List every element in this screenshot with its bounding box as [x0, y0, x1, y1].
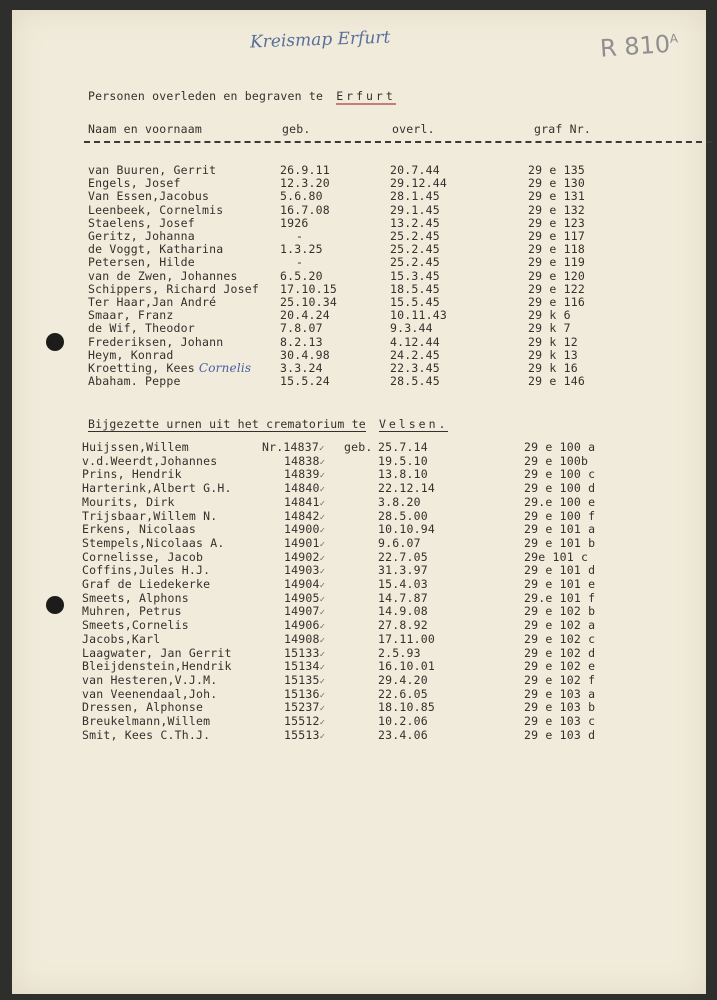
- velsen-row-name: Laagwater, Jan Gerrit: [82, 645, 232, 660]
- punch-hole-upper: [46, 333, 64, 351]
- erfurt-row-died: 22.3.45: [390, 361, 440, 375]
- velsen-row-born: 3.8.20: [378, 494, 421, 509]
- velsen-row-born: 10.10.94: [378, 522, 435, 537]
- velsen-row-name: Smeets, Alphons: [82, 590, 189, 605]
- erfurt-row-name: Staelens, Josef: [88, 215, 195, 230]
- erfurt-row-grave: 29 e 135: [528, 163, 585, 177]
- velsen-row-name: Huijssen,Willem: [82, 440, 189, 454]
- velsen-row-name: Dressen, Alphonse: [82, 700, 204, 715]
- velsen-row-grave: 29 e 101 b: [524, 535, 596, 550]
- velsen-row-name: Erkens, Nicolaas: [82, 522, 196, 537]
- velsen-row-nr: 14905✓: [284, 590, 326, 605]
- velsen-title: [88, 418, 448, 431]
- velsen-row-name: van Hesteren,V.J.M.: [82, 672, 218, 687]
- velsen-row-nr: 15133✓: [284, 645, 326, 660]
- document-page: [12, 10, 706, 994]
- velsen-row-born: 22.12.14: [378, 481, 435, 496]
- erfurt-row-name: Schippers, Richard Josef: [88, 281, 259, 296]
- header-divider: [84, 141, 712, 143]
- erfurt-row-grave: 29 e 130: [528, 176, 585, 191]
- erfurt-row-died: 15.3.45: [390, 268, 440, 283]
- velsen-row-name: Mourits, Dirk: [82, 494, 175, 509]
- check-mark-icon: ✓: [319, 594, 326, 605]
- erfurt-row-name: Frederiksen, Johann: [88, 334, 224, 349]
- velsen-row-nr: 14908✓: [284, 631, 326, 646]
- erfurt-row-died: 18.5.45: [390, 281, 440, 296]
- velsen-row-born: 29.4.20: [378, 672, 428, 687]
- velsen-row-grave: 29 e 102 c: [524, 631, 596, 646]
- erfurt-row-born: 20.4.24: [280, 308, 330, 323]
- check-mark-icon: ✓: [319, 731, 326, 742]
- erfurt-row-born: 1.3.25: [280, 242, 323, 257]
- erfurt-title: [88, 90, 396, 105]
- check-mark-icon: ✓: [319, 676, 326, 687]
- check-mark-icon: ✓: [319, 649, 326, 660]
- erfurt-header-died: overl.: [392, 122, 435, 136]
- erfurt-row-born: 26.9.11: [280, 163, 330, 177]
- velsen-row-nr: 15134✓: [284, 659, 326, 674]
- check-mark-icon: ✓: [319, 498, 326, 509]
- velsen-row-nr: 14842✓: [284, 508, 326, 523]
- erfurt-row-died: 9.3.44: [390, 321, 433, 336]
- erfurt-row-name: Kroetting, Kees Cornelis: [88, 361, 252, 375]
- erfurt-row-grave: 29 k 13: [528, 347, 578, 362]
- erfurt-row-grave: 29 e 131: [528, 189, 585, 204]
- velsen-row-grave: 29 e 100 d: [524, 481, 596, 496]
- velsen-row-born: 13.8.10: [378, 467, 428, 482]
- velsen-row-grave: 29 e 102 e: [524, 659, 596, 674]
- velsen-row-grave: 29 e 101 a: [524, 522, 596, 537]
- velsen-row-name: Coffins,Jules H.J.: [82, 563, 211, 578]
- erfurt-row-died: 28.5.45: [390, 374, 440, 389]
- velsen-row-grave: 29 e 103 a: [524, 686, 596, 701]
- check-mark-icon: ✓: [319, 457, 326, 468]
- check-mark-icon: ✓: [319, 485, 326, 496]
- check-mark-icon: ✓: [319, 553, 326, 564]
- velsen-row-grave: 29e 101 c: [524, 549, 589, 564]
- velsen-row-born: 2.5.93: [378, 645, 421, 660]
- erfurt-row-name: Van Essen,Jacobus: [88, 189, 210, 204]
- erfurt-row-grave: 29 k 6: [528, 308, 571, 323]
- check-mark-icon: ✓: [319, 608, 326, 619]
- velsen-row-nr: 14840✓: [284, 481, 326, 496]
- check-mark-icon: ✓: [319, 444, 325, 454]
- erfurt-row-name: de Wif, Theodor: [88, 321, 195, 336]
- velsen-row-nr: 15513✓: [284, 727, 326, 742]
- erfurt-row-died: 20.7.44: [390, 163, 440, 177]
- erfurt-row-died: 13.2.45: [390, 215, 440, 230]
- erfurt-row-name: Abaham. Peppe: [88, 374, 181, 389]
- velsen-row-born: 22.6.05: [378, 686, 428, 701]
- check-mark-icon: ✓: [319, 567, 326, 578]
- check-mark-icon: ✓: [319, 663, 326, 674]
- velsen-row-grave: 29 e 102 f: [524, 672, 596, 687]
- check-mark-icon: ✓: [319, 635, 326, 646]
- velsen-row-born: 16.10.01: [378, 659, 435, 674]
- velsen-row-born: 27.8.92: [378, 618, 428, 633]
- velsen-row-nr: 14900✓: [284, 522, 326, 537]
- erfurt-row-grave: 29 e 122: [528, 281, 585, 296]
- velsen-row-nr: 14839✓: [284, 467, 326, 482]
- erfurt-title-city: Erfurt: [336, 89, 396, 103]
- erfurt-header-name: Naam en voornaam: [88, 122, 202, 136]
- erfurt-row-born: 7.8.07: [280, 321, 323, 336]
- velsen-row-name: Jacobs,Karl: [82, 631, 161, 646]
- erfurt-row-died: 10.11.43: [390, 308, 447, 323]
- velsen-row-nr: 14904✓: [284, 577, 326, 591]
- erfurt-header-grave: graf Nr.: [534, 122, 591, 136]
- erfurt-row-born: 8.2.13: [280, 334, 323, 349]
- erfurt-row-born: 16.7.08: [280, 202, 330, 217]
- erfurt-row-died: 4.12.44: [390, 334, 440, 349]
- check-mark-icon: ✓: [319, 471, 326, 482]
- erfurt-row-grave: 29 e 118: [528, 242, 585, 257]
- velsen-row-nr: 14902✓: [284, 549, 326, 564]
- erfurt-row-name: van Buuren, Gerrit: [88, 163, 217, 177]
- erfurt-row-name: Heym, Konrad: [88, 347, 174, 362]
- erfurt-row-born: 17.10.15: [280, 281, 337, 296]
- archive-reference: [599, 29, 679, 62]
- velsen-row-name: Trijsbaar,Willem N.: [82, 508, 218, 523]
- velsen-row-born: 18.10.85: [378, 700, 435, 715]
- velsen-row-grave: 29 e 100 f: [524, 508, 596, 523]
- handwritten-note: Kreismap Erfurt: [249, 27, 391, 53]
- velsen-row-grave: 29 e 101 e: [524, 577, 596, 591]
- velsen-row-born: 17.11.00: [378, 631, 435, 646]
- erfurt-row-name: de Voggt, Katharina: [88, 242, 224, 257]
- erfurt-row-died: 28.1.45: [390, 189, 440, 204]
- velsen-row-name: Breukelmann,Willem: [82, 714, 211, 728]
- check-mark-icon: ✓: [319, 704, 326, 715]
- erfurt-row-born: 1926: [280, 215, 309, 230]
- velsen-row-grave: 29 e 100 c: [524, 467, 596, 482]
- velsen-row-nr: 14906✓: [284, 618, 326, 633]
- check-mark-icon: ✓: [319, 539, 326, 550]
- velsen-row-name: Harterink,Albert G.H.: [82, 481, 232, 496]
- erfurt-row-born: 12.3.20: [280, 176, 330, 191]
- erfurt-row-name-handwritten: Cornelis: [198, 361, 252, 375]
- velsen-row-born: 19.5.10: [378, 453, 428, 468]
- velsen-row-grave: 29 e 102 b: [524, 604, 596, 619]
- velsen-row-grave: 29.e 101 f: [524, 590, 596, 605]
- velsen-row-name: Bleijdenstein,Hendrik: [82, 659, 232, 674]
- erfurt-row-name: Geritz, Johanna: [88, 229, 195, 243]
- velsen-row-nr: 14907✓: [284, 604, 326, 619]
- erfurt-row-died: 25.2.45: [390, 255, 440, 270]
- erfurt-row-born: 15.5.24: [280, 374, 330, 389]
- erfurt-row-grave: 29 k 7: [528, 321, 571, 336]
- check-mark-icon: ✓: [319, 581, 326, 591]
- velsen-row-born-label: geb.: [344, 440, 373, 454]
- velsen-row-grave: 29 e 102 d: [524, 645, 596, 660]
- velsen-row-name: v.d.Weerdt,Johannes: [82, 453, 218, 468]
- velsen-row-born: 14.7.87: [378, 590, 428, 605]
- erfurt-row-born: 25.10.34: [280, 295, 337, 309]
- velsen-row-grave: 29 e 100b: [524, 453, 589, 468]
- erfurt-row-grave: 29 e 146: [528, 374, 585, 389]
- erfurt-row-grave: 29 e 117: [528, 229, 585, 243]
- velsen-row-born: 14.9.08: [378, 604, 428, 619]
- velsen-row-nr: Nr.14837✓: [262, 440, 325, 454]
- erfurt-row-born: 5.6.80: [280, 189, 323, 204]
- velsen-row-grave: 29 e 100 a: [524, 440, 596, 454]
- punch-hole-lower: [46, 596, 64, 614]
- velsen-row-nr: 15135✓: [284, 672, 326, 687]
- erfurt-row-died: 15.5.45: [390, 295, 440, 309]
- erfurt-row-grave: 29 e 132: [528, 202, 585, 217]
- velsen-row-born: 9.6.07: [378, 535, 421, 550]
- erfurt-row-born: 3.3.24: [280, 361, 323, 375]
- erfurt-row-name: van de Zwen, Johannes: [88, 268, 238, 283]
- velsen-row-grave: 29 e 101 d: [524, 563, 596, 578]
- check-mark-icon: ✓: [319, 622, 326, 633]
- erfurt-row-grave: 29 k 16: [528, 361, 578, 375]
- erfurt-row-grave: 29 k 12: [528, 334, 578, 349]
- velsen-row-nr: 15512✓: [284, 714, 326, 728]
- erfurt-row-born: -: [296, 229, 304, 243]
- velsen-row-grave: 29 e 103 d: [524, 727, 596, 742]
- velsen-row-name: van Veenendaal,Joh.: [82, 686, 218, 701]
- erfurt-title-prefix: Personen overleden en begraven te: [88, 89, 324, 103]
- velsen-row-born: 23.4.06: [378, 727, 428, 742]
- erfurt-row-name: Smaar, Franz: [88, 308, 174, 323]
- velsen-row-nr: 14901✓: [284, 535, 326, 550]
- velsen-title-prefix: Bijgezette urnen uit het crematorium te: [88, 417, 366, 431]
- erfurt-row-died: 24.2.45: [390, 347, 440, 362]
- velsen-title-city: Velsen.: [378, 417, 449, 431]
- erfurt-row-born: 6.5.20: [280, 268, 323, 283]
- velsen-row-born: 22.7.05: [378, 549, 428, 564]
- velsen-row-name: Smeets,Cornelis: [82, 618, 189, 633]
- erfurt-row-died: 25.2.45: [390, 242, 440, 257]
- velsen-row-grave: 29.e 100 e: [524, 494, 596, 509]
- velsen-row-grave: 29 e 103 b: [524, 700, 596, 715]
- velsen-row-nr: 15136✓: [284, 686, 326, 701]
- velsen-row-name: Graf de Liedekerke: [82, 577, 211, 591]
- erfurt-row-name: Leenbeek, Cornelmis: [88, 202, 224, 217]
- velsen-row-nr: 14841✓: [284, 494, 326, 509]
- velsen-row-born: 31.3.97: [378, 563, 428, 578]
- velsen-row-nr: 14838✓: [284, 453, 326, 468]
- velsen-row-grave: 29 e 102 a: [524, 618, 596, 633]
- velsen-row-nr: 15237✓: [284, 700, 326, 715]
- archive-reference-sup: A: [669, 31, 679, 46]
- archive-reference-number: R 810: [599, 29, 672, 63]
- velsen-row-born: 28.5.00: [378, 508, 428, 523]
- check-mark-icon: ✓: [319, 718, 326, 728]
- erfurt-row-grave: 29 e 116: [528, 295, 585, 309]
- erfurt-row-died: 25.2.45: [390, 229, 440, 243]
- erfurt-row-grave: 29 e 120: [528, 268, 585, 283]
- velsen-row-name: Cornelisse, Jacob: [82, 549, 204, 564]
- erfurt-row-name: Petersen, Hilde: [88, 255, 195, 270]
- erfurt-row-name: Engels, Josef: [88, 176, 181, 191]
- check-mark-icon: ✓: [319, 690, 326, 701]
- velsen-row-name: Smit, Kees C.Th.J.: [82, 727, 211, 742]
- erfurt-row-born: -: [296, 255, 304, 270]
- check-mark-icon: ✓: [319, 526, 326, 537]
- erfurt-row-born: 30.4.98: [280, 347, 330, 362]
- erfurt-row-died: 29.1.45: [390, 202, 440, 217]
- erfurt-row-grave: 29 e 123: [528, 215, 585, 230]
- velsen-row-nr: 14903✓: [284, 563, 326, 578]
- velsen-row-name: Stempels,Nicolaas A.: [82, 535, 225, 550]
- velsen-row-grave: 29 e 103 c: [524, 714, 596, 728]
- velsen-row-born: 10.2.06: [378, 714, 428, 728]
- erfurt-row-died: 29.12.44: [390, 176, 447, 191]
- erfurt-header-born: geb.: [282, 122, 311, 136]
- velsen-row-born: 15.4.03: [378, 577, 428, 591]
- velsen-row-born: 25.7.14: [378, 440, 428, 454]
- velsen-row-name: Prins, Hendrik: [82, 467, 182, 482]
- check-mark-icon: ✓: [319, 512, 326, 523]
- erfurt-row-name: Ter Haar,Jan André: [88, 295, 217, 309]
- erfurt-row-grave: 29 e 119: [528, 255, 585, 270]
- velsen-row-name: Muhren, Petrus: [82, 604, 182, 619]
